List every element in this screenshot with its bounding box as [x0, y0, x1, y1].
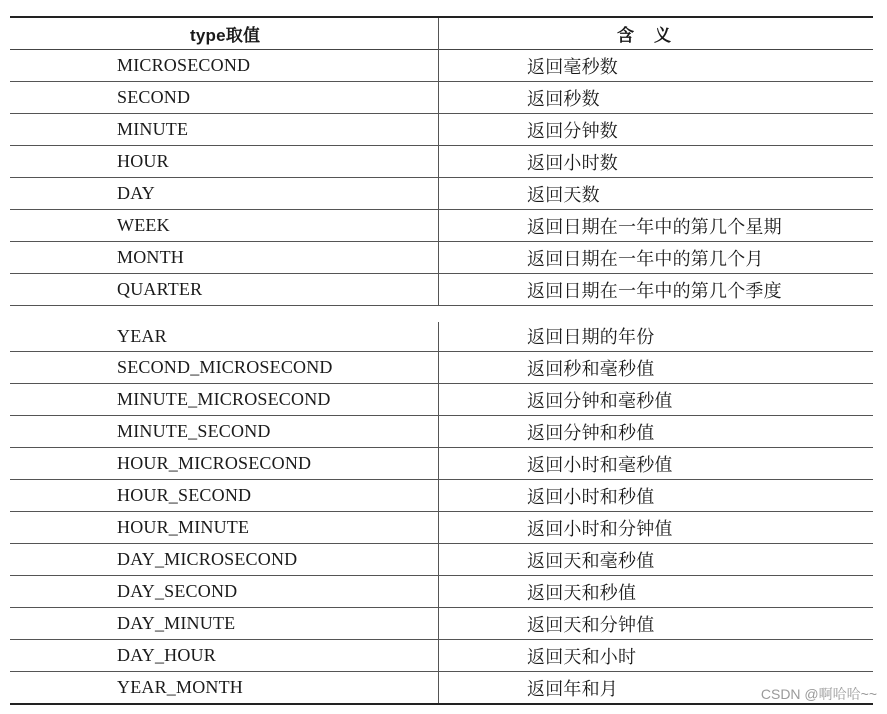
- cell-type-value: MINUTE_MICROSECOND: [117, 389, 331, 409]
- cell-type-value: HOUR_SECOND: [117, 485, 252, 505]
- table-row: [10, 416, 873, 448]
- cell-type-value: YEAR_MONTH: [117, 677, 243, 697]
- cell-meaning: 返回毫秒数: [527, 56, 618, 77]
- table-row: [10, 608, 873, 640]
- table-bottom-rule: [10, 703, 873, 705]
- cell-type-value: DAY_MINUTE: [117, 613, 236, 633]
- header-meaning: 含义: [617, 26, 691, 45]
- cell-meaning: 返回小时和分钟值: [527, 518, 673, 539]
- cell-meaning: 返回日期在一年中的第几个星期: [527, 216, 782, 237]
- table-row: [10, 384, 873, 416]
- cell-meaning: 返回天和分钟值: [527, 614, 655, 635]
- cell-type-value: MINUTE: [117, 119, 189, 139]
- cell-meaning: 返回日期在一年中的第几个季度: [527, 280, 782, 301]
- table-row: [10, 448, 873, 480]
- cell-type-value: DAY_HOUR: [117, 645, 216, 665]
- cell-meaning: 返回小时和秒值: [527, 486, 655, 507]
- column-divider-top: [438, 18, 439, 305]
- cell-type-value: DAY_SECOND: [117, 581, 238, 601]
- table-row: [10, 274, 873, 306]
- cell-type-value: MICROSECOND: [117, 55, 251, 75]
- table-row: [10, 576, 873, 608]
- cell-meaning: 返回分钟数: [527, 120, 618, 141]
- cell-meaning: 返回小时和毫秒值: [527, 454, 673, 475]
- cell-type-value: DAY: [117, 183, 155, 203]
- cell-meaning: 返回年和月: [527, 678, 618, 699]
- table-row: [10, 50, 873, 82]
- cell-type-value: HOUR_MINUTE: [117, 517, 250, 537]
- cell-meaning: 返回日期在一年中的第几个月: [527, 248, 764, 269]
- cell-meaning: 返回分钟和毫秒值: [527, 390, 673, 411]
- column-divider-bottom: [438, 322, 439, 703]
- type-value-table: [10, 0, 873, 714]
- cell-type-value: SECOND_MICROSECOND: [117, 357, 333, 377]
- cell-meaning: 返回分钟和秒值: [527, 422, 655, 443]
- cell-type-value: WEEK: [117, 215, 170, 235]
- cell-meaning: 返回秒数: [527, 88, 600, 109]
- cell-meaning: 返回天数: [527, 184, 600, 205]
- cell-type-value: SECOND: [117, 87, 191, 107]
- cell-meaning: 返回天和毫秒值: [527, 550, 655, 571]
- table-row: [10, 352, 873, 384]
- table-row: [10, 210, 873, 242]
- table-row: [10, 242, 873, 274]
- table-row: [10, 672, 873, 703]
- table-row: [10, 178, 873, 210]
- cell-meaning: 返回天和秒值: [527, 582, 637, 603]
- table-row: [10, 480, 873, 512]
- cell-meaning: 返回日期的年份: [527, 327, 655, 347]
- table-row: [10, 640, 873, 672]
- cell-type-value: YEAR: [117, 325, 167, 346]
- cell-type-value: HOUR_MICROSECOND: [117, 453, 312, 473]
- cell-meaning: 返回秒和毫秒值: [527, 358, 655, 379]
- table-row: [10, 114, 873, 146]
- table-row: [10, 544, 873, 576]
- table-row: [10, 82, 873, 114]
- cell-type-value: MONTH: [117, 247, 184, 267]
- cell-meaning: 返回天和小时: [527, 646, 637, 667]
- table-header-row: [10, 18, 873, 50]
- cell-type-value: QUARTER: [117, 279, 203, 299]
- cell-type-value: DAY_MICROSECOND: [117, 549, 298, 569]
- cell-type-value: HOUR: [117, 151, 169, 171]
- header-type-value: type取值: [190, 26, 261, 45]
- cell-meaning: 返回小时数: [527, 152, 618, 173]
- table-row: [10, 146, 873, 178]
- cell-type-value: MINUTE_SECOND: [117, 421, 271, 441]
- table-row: [10, 512, 873, 544]
- watermark: CSDN @啊哈哈~~: [760, 686, 877, 702]
- table-row: [10, 321, 873, 352]
